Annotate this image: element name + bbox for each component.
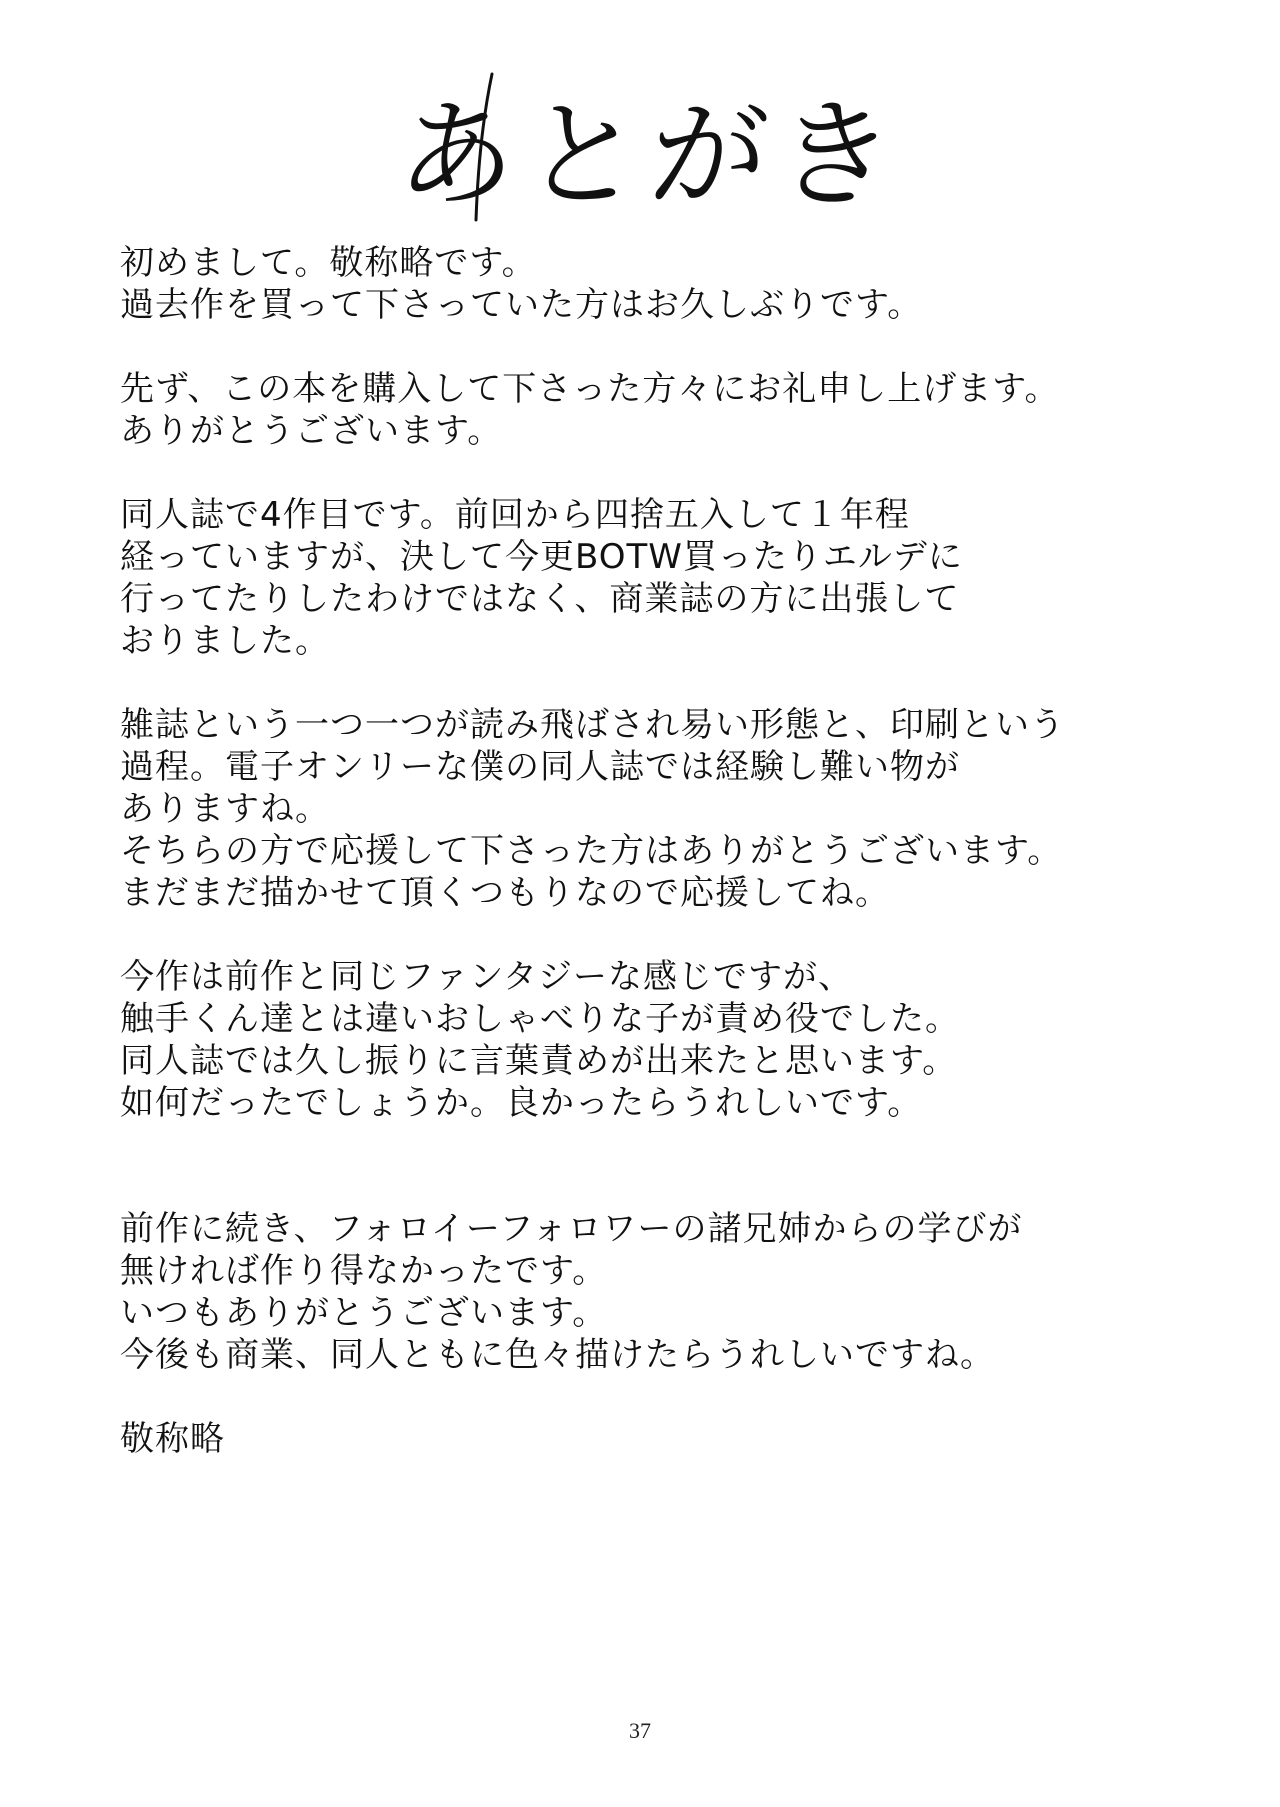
text-line: 前作に続き、フォロイーフォロワーの諸兄姉からの学びが — [120, 1209, 1023, 1249]
text-line: 先ず、この本を購入して下さった方々にお礼申し上げます。 — [120, 369, 1060, 409]
text-line: いつもありがとうございます。 — [120, 1293, 608, 1333]
paragraph-fourth-work — [120, 494, 1180, 662]
page-title: あとがき — [393, 86, 907, 224]
text-line: 今後も商業、同人ともに色々描けたらうれしいですね。 — [120, 1335, 995, 1375]
text-line: 過去作を買って下さっていた方はお久しぶりです。 — [120, 285, 923, 325]
paragraph-greeting — [120, 242, 1180, 326]
paragraph-signature — [120, 1418, 1180, 1460]
page-number: 37 — [629, 1718, 651, 1743]
paragraph-magazine — [120, 704, 1180, 914]
text-line: おりました。 — [120, 621, 330, 661]
text-line: 初めまして。敬称略です。 — [120, 243, 537, 283]
text-line: 同人誌で4作目です。前回から四捨五入して１年程 — [120, 495, 910, 535]
text-line: 同人誌では久し振りに言葉責めが出来たと思います。 — [120, 1041, 958, 1081]
text-line: 如何だったでしょうか。良かったらうれしいです。 — [120, 1083, 923, 1123]
author-signature: 敬称略 — [120, 1419, 225, 1459]
afterword-body — [120, 242, 1180, 1460]
paragraph-thanks — [120, 368, 1180, 452]
text-line: 経っていますが、決して今更BOTW買ったりエルデに — [120, 537, 963, 577]
paragraph-this-work — [120, 956, 1180, 1124]
text-line: 触手くん達とは違いおしゃべりな子が責め役でした。 — [120, 999, 960, 1039]
text-line: 行ってたりしたわけではなく、商業誌の方に出張して — [120, 579, 960, 619]
text-line: 雑誌という一つ一つが読み飛ばされ易い形態と、印刷という — [120, 705, 1065, 745]
text-line: ありがとうございます。 — [120, 411, 503, 451]
text-line: まだまだ描かせて頂くつもりなので応援してね。 — [120, 873, 890, 913]
text-line: 無ければ作り得なかったです。 — [120, 1251, 608, 1291]
text-line: 今作は前作と同じファンタジーな感じですが、 — [120, 957, 853, 997]
text-line: ありますね。 — [120, 789, 330, 829]
text-line: 過程。電子オンリーな僕の同人誌では経験し難い物が — [120, 747, 960, 787]
text-line: そちらの方で応援して下さった方はありがとうございます。 — [120, 831, 1063, 871]
paragraph-followers — [120, 1208, 1180, 1376]
